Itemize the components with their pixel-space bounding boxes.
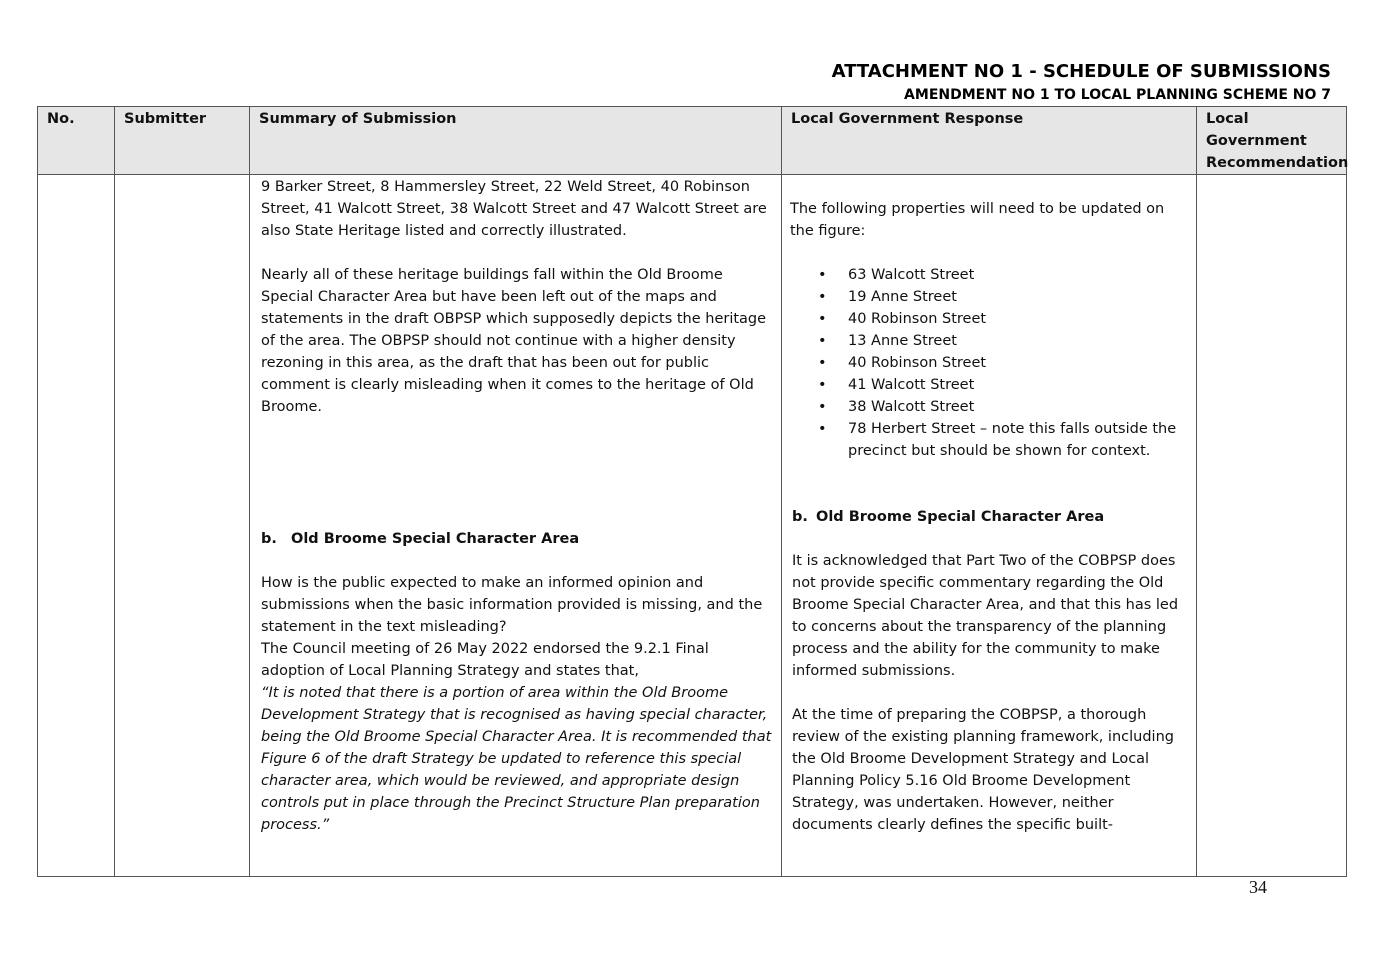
property-item: • 38 Walcott Street — [848, 396, 1187, 418]
response-paragraph: It is acknowledged that Part Two of the COBPSP does not provide specific commentary regarding the Old Broome Special Character Area, and that this has led to concerns about the transparency of the planning process and the ability for the community to make informed submissions. — [792, 553, 1179, 679]
response-intro: The following properties will need to be updated on the figure: — [790, 201, 1165, 239]
col-header-recommendation: Local Government Recommendation — [1197, 107, 1347, 175]
cell-summary — [250, 175, 782, 877]
col-header-no: No. — [38, 107, 115, 175]
subheading-text: Old Broome Special Character Area — [291, 531, 580, 547]
cell-response — [782, 175, 1197, 877]
property-item: • 19 Anne Street — [848, 286, 1187, 308]
property-item: • 41 Walcott Street — [848, 374, 1187, 396]
cell-submitter — [115, 175, 250, 877]
col-header-summary: Summary of Submission — [250, 107, 782, 175]
summary-paragraph: The Council meeting of 26 May 2022 endorsed the 9.2.1 Final adoption of Local Planning Strategy and states that, — [261, 641, 709, 679]
submissions-table — [37, 106, 1347, 877]
council-quote: “It is noted that there is a portion of area within the Old Broome Development Strategy that is recognised as having special character, being the Old Broome Special Character Area. It is recommended that Figure 6 of the draft Strategy be updated to reference this special character area, which would be reviewed, and appropriate design controls put in place through the Precinct Structure Plan preparation process.” — [261, 685, 772, 833]
summary-paragraph: How is the public expected to make an informed opinion and submissions when the basic information provided is missing, and the statement in the text misleading? — [261, 575, 763, 635]
summary-paragraph: Nearly all of these heritage buildings fall within the Old Broome Special Character Area but have been left out of the maps and statements in the draft OBPSP which supposedly depicts the heritage of the area. The OBPSP should not continue with a higher density rezoning in this area, as the draft that has been out for public comment is clearly misleading when it comes to the heritage of Old Broome. — [261, 267, 767, 415]
property-item: • 40 Robinson Street — [848, 352, 1187, 374]
summary-subheading — [261, 528, 772, 550]
col-header-response: Local Government Response — [782, 107, 1197, 175]
property-item: • 13 Anne Street — [848, 330, 1187, 352]
subheading-letter: b. — [792, 509, 808, 525]
response-paragraph: At the time of preparing the COBPSP, a thorough review of the existing planning framework, including the Old Broome Development Strategy and Local Planning Policy 5.16 Old Broome Development Strategy, was undertaken. However, neither documents clearly defines the specific built- — [792, 707, 1174, 833]
response-subheading — [790, 506, 1187, 528]
subheading-text: Old Broome Special Character Area — [816, 509, 1105, 525]
subheading-letter: b. — [261, 531, 277, 547]
cell-recommendation — [1197, 175, 1347, 877]
table-row — [38, 175, 1347, 877]
property-item: • 78 Herbert Street – note this falls outside the precinct but should be shown for context. — [848, 418, 1187, 462]
attachment-title: ATTACHMENT NO 1 - SCHEDULE OF SUBMISSIONS — [831, 61, 1331, 82]
amendment-subtitle: AMENDMENT NO 1 TO LOCAL PLANNING SCHEME NO 7 — [904, 87, 1331, 103]
page-number: 34 — [1249, 877, 1267, 897]
property-list — [790, 264, 1187, 462]
cell-no — [38, 175, 115, 877]
col-header-submitter: Submitter — [115, 107, 250, 175]
table-header-row — [38, 107, 1347, 175]
property-item: • 63 Walcott Street — [848, 264, 1187, 286]
property-item: • 40 Robinson Street — [848, 308, 1187, 330]
summary-paragraph: 9 Barker Street, 8 Hammersley Street, 22 Weld Street, 40 Robinson Street, 41 Walcott Street, 38 Walcott Street and 47 Walcott Street are also State Heritage listed and correctly illustrated. — [261, 179, 767, 239]
